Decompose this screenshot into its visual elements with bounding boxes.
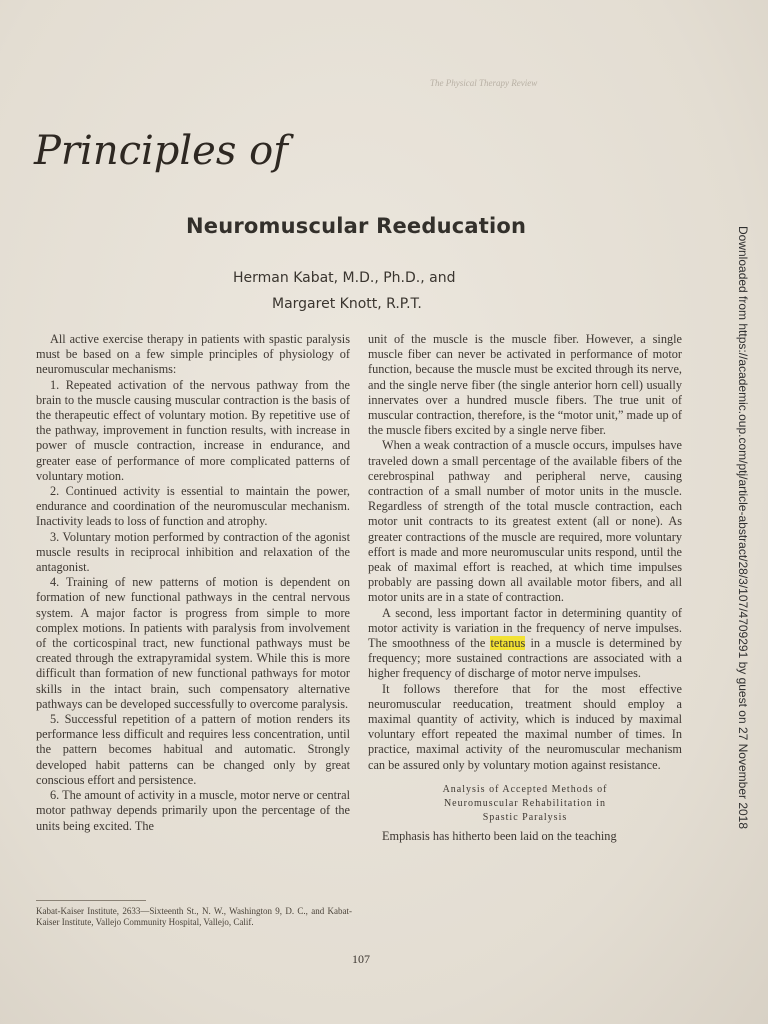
article-title: Neuromuscular Reeducation — [186, 214, 527, 238]
paragraph: It follows therefore that for the most effective neuromuscular reeducation, treatment should employ a maximal quantity of activity, which is induced by maximal voluntary effort repeated the maximal number of times. In practice, maximal activity of the neuromuscular mechanism can be assured only by voluntary motion against resistance. — [368, 681, 682, 772]
title-script: Principles of — [34, 128, 288, 174]
paragraph: Emphasis has hitherto been laid on the teaching — [382, 828, 617, 843]
section-heading-line: Analysis of Accepted Methods of — [442, 783, 608, 795]
paragraph: 4. Training of new patterns of motion is dependent on formation of new functional pathways in the central nervous system. A major factor is progress from simple to more complex motions. In patients with paralysis from involvement of the corticospinal tract, new functional pathways must be created through the extrapyramidal system. While this is more difficult than formation of new functional pathways for motor skills in the intact brain, such compensatory alternative pathways can be developed successfully to overcome paralysis. — [36, 575, 350, 711]
section-heading — [368, 783, 682, 825]
text-run: A second, less important factor in determining quantity of motor activity is variation in the frequency of nerve impulses. The smoothness of the — [368, 605, 682, 651]
footnote: Kabat-Kaiser Institute, 2633—Sixteenth St., N. W., Washington 9, D. C., and Kabat-Kaiser Institute, Vallejo Community Hospital, Vallejo, Calif. — [36, 906, 352, 927]
paragraph: All active exercise therapy in patients with spastic paralysis must be based on a few simple principles of physiology of neuromuscular mechanisms: — [36, 332, 350, 377]
running-head: The Physical Therapy Review — [430, 78, 538, 88]
page-number: 107 — [352, 952, 370, 966]
author-line-2: Margaret Knott, R.P.T. — [272, 296, 422, 312]
section-heading-line: Spastic Paralysis — [482, 811, 568, 823]
paragraph: When a weak contraction of a muscle occurs, impulses have traveled down a small percentage of the available fibers of the cerebrospinal pathway and peripheral nerve, causing contraction of a small number of motor units in the muscle. Regardless of strength of the total muscle contraction, each motor unit contracts to its greatest extent (all or none). As greater contractions of the muscle are required, more voluntary effort is made and more neuromuscular units respond, until the peak of maximal effort is reached, at which time impulses probably are passing down all available motor fibers, and all motor units are in a state of contraction. — [368, 438, 682, 605]
section-heading-line: Neuromuscular Rehabilitation in — [443, 797, 607, 809]
paragraph: 5. Successful repetition of a pattern of motion renders its performance less difficult and requires less concentration, until the pattern becomes habitual and automatic. Strongly developed habit patterns can be changed only by great conscious effort and persistence. — [36, 712, 350, 787]
download-watermark: Downloaded from https://academic.oup.com/ptj/article-abstract/28/3/107/4709291 by guest on 27 November 2018 — [736, 226, 750, 830]
paragraph: unit of the muscle is the muscle fiber. However, a single muscle fiber can never be activated in performance of motor function, because the muscle must be excited through its nerve, and the single nerve fiber (the single anterior horn cell) usually innervates over a hundred muscle fibers. The true unit of muscular contraction, therefore, is the “motor unit,” made up of the muscle fibers excited by a single nerve fiber. — [368, 332, 682, 438]
right-column — [368, 332, 682, 844]
paragraph: 2. Continued activity is essential to maintain the power, endurance and coordination of the neuromuscular mechanism. Inactivity leads to loss of function and atrophy. — [36, 484, 350, 529]
highlighted-word[interactable]: tetanus — [490, 636, 526, 651]
footnote-rule — [36, 900, 146, 901]
paragraph — [368, 606, 682, 682]
author-line-1: Herman Kabat, M.D., Ph.D., and — [233, 270, 456, 286]
paragraph: 3. Voluntary motion performed by contraction of the agonist muscle results in reciprocal inhibition and relaxation of the antagonist. — [36, 529, 350, 575]
paragraph: 6. The amount of activity in a muscle, motor nerve or central motor pathway depends primarily upon the percentage of the units being excited. The — [36, 788, 350, 833]
left-column — [36, 332, 350, 834]
text-run: in a muscle is determined by frequency; more sustained contractions are associated with a higher frequency of discharge of motor nerve impulses. — [368, 636, 682, 681]
paragraph: 1. Repeated activation of the nervous pathway from the brain to the muscle causing muscular contraction is the basis of the therapeutic effect of voluntary motion. By repetitive use of the pathway, improvement in function results, with increase in power of muscle contraction, increase in endurance, and greater ease of performance of more complicated patterns of voluntary motion. — [36, 377, 350, 483]
